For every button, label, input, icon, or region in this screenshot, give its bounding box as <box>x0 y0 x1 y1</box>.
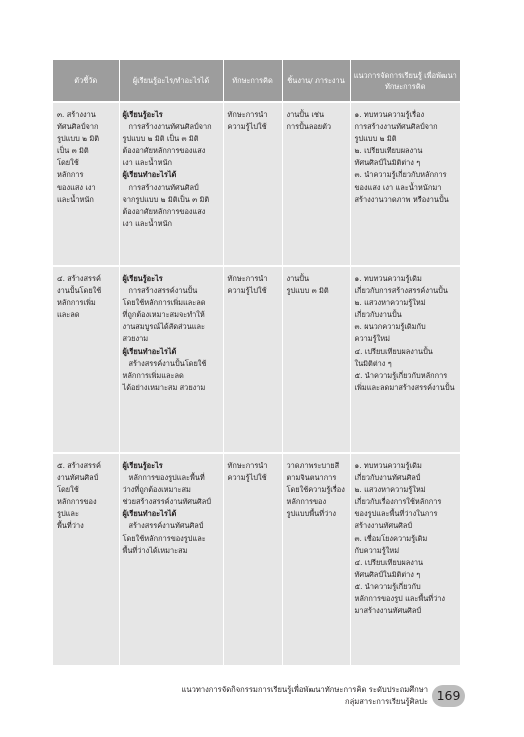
approach-cell-line: ความรู้ใหม่ <box>354 334 390 344</box>
indicator-cell-line: รูปแบบ ๒ มิติ <box>57 134 100 144</box>
can-do-text-line: ได้อย่างเหมาะสม สวยงาม <box>122 382 206 392</box>
approach-cell <box>350 102 460 266</box>
can-do-text-line: หลักการเพิ่มและลด <box>122 370 184 380</box>
learn-what-text-line: การสร้างงานทัศนศิลป์จาก <box>128 122 212 132</box>
learn-what-text-line: ว่างที่ถูกต้องเหมาะสม <box>122 485 191 495</box>
can-do-heading: ผู้เรียนทำอะไรได้ <box>122 170 177 180</box>
indicator-cell-line: ๓. สร้างงาน <box>57 110 96 119</box>
approach-cell-line: รูปแบบ ๒ มิติ <box>354 134 397 144</box>
approach-cell-line: เพิ่มและลดมาสร้างสรรค์งานปั้น <box>354 382 455 392</box>
approach-cell-line: ๕. นำความรู้เกี่ยวกับ <box>354 581 421 591</box>
approach-cell-line: สร้างงานวาดภาพ หรืองานปั้น <box>354 194 449 204</box>
work-cell-line: การปั้นลอยตัว <box>286 122 332 132</box>
approach-cell-line: เกี่ยวกับงานปั้น <box>354 310 402 320</box>
approach-cell-line: ของแสง เงา และน้ำหนักมา <box>354 182 442 192</box>
indicator-cell-line: ทัศนศิลป์จาก <box>57 122 99 132</box>
approach-cell-line: ของรูปและพื้นที่ว่างในการ <box>354 509 438 519</box>
can-do-text-line: ต้องอาศัยหลักการของแสง <box>122 206 206 216</box>
footer-book-title: แนวทางการจัดกิจกรรมการเรียนรู้เพื่อพัฒนาทักษะการคิด ระดับประถมศึกษา <box>181 685 428 694</box>
approach-cell-line: ๒. เปรียบเทียบผลงาน <box>354 146 423 156</box>
skill-cell <box>223 266 282 453</box>
learn-what-heading: ผู้เรียนรู้อะไร <box>122 461 163 470</box>
learning-cell <box>119 102 223 266</box>
can-do-text-line: โดยใช้หลักการของรูปและ <box>122 533 206 543</box>
indicator-cell-line: หลักการของ <box>57 497 97 507</box>
work-cell <box>282 453 350 665</box>
learn-what-text-line: ที่ถูกต้องเหมาะสมจะทำให้ <box>122 310 205 320</box>
skill-cell-line: ความรู้ไปใช้ <box>227 122 267 132</box>
learn-what-text-line: สวยงาม <box>122 334 149 344</box>
work-cell-line: วาดภาพระบายสี <box>286 461 340 470</box>
can-do-text-line: สร้างสรรค์งานทัศนศิลป์ <box>128 521 204 531</box>
work-cell-line: งานปั้น เช่น <box>286 110 324 119</box>
learn-what-text-line: ต้องอาศัยหลักการของแสง <box>122 146 206 156</box>
table-row <box>53 453 460 665</box>
can-do-text-line: จากรูปแบบ ๒ มิติเป็น ๓ มิติ <box>122 194 210 204</box>
approach-cell-line: เกี่ยวกับงานทัศนศิลป์ <box>354 473 421 483</box>
skill-cell-line: ความรู้ไปใช้ <box>227 286 267 296</box>
skill-cell-line: ความรู้ไปใช้ <box>227 473 267 483</box>
work-cell-line: หลักการของ <box>286 497 327 507</box>
can-do-text-line: สร้างสรรค์งานปั้นโดยใช้ <box>128 358 207 368</box>
table-header-row <box>53 60 460 102</box>
table-body <box>53 102 460 665</box>
skill-cell <box>223 102 282 266</box>
indicator-cell <box>53 102 119 266</box>
indicator-cell-line: พื้นที่ว่าง <box>57 521 84 531</box>
learn-what-heading: ผู้เรียนรู้อะไร <box>122 110 163 119</box>
learn-what-heading: ผู้เรียนรู้อะไร <box>122 274 163 283</box>
indicator-cell-line: และน้ำหนัก <box>57 194 94 204</box>
indicator-cell <box>53 453 119 665</box>
indicator-cell-line: งานทัศนศิลป์ <box>57 473 99 483</box>
approach-cell-line: ๓. เชื่อมโยงความรู้เดิม <box>354 533 428 543</box>
approach-cell-line: ๔. เปรียบเทียบผลงานปั้น <box>354 346 433 356</box>
approach-cell-line: ๓. ผนวกความรู้เดิมกับ <box>354 322 426 332</box>
approach-cell <box>350 453 460 665</box>
approach-cell <box>350 266 460 453</box>
approach-cell-line: ๕. นำความรู้เกี่ยวกับหลักการ <box>354 370 448 380</box>
learn-what-text-line: การสร้างสรรค์งานปั้น <box>128 286 198 296</box>
indicator-cell <box>53 266 119 453</box>
indicator-cell-line: โดยใช้ <box>57 485 79 495</box>
approach-cell-line: ๑. ทบทวนความรู้เรื่อง <box>354 110 425 119</box>
approach-cell-line: หลักการของรูป และพื้นที่ว่าง <box>354 594 446 604</box>
can-do-text-line: การสร้างงานทัศนศิลป์ <box>128 182 199 192</box>
indicator-cell-line: ๔. สร้างสรรค์ <box>57 274 101 283</box>
learning-cell <box>119 453 223 665</box>
work-cell <box>282 102 350 266</box>
indicator-cell-line: และลด <box>57 310 80 320</box>
footer-subject: กลุ่มสาระการเรียนรู้ศิลปะ <box>344 697 428 706</box>
approach-cell-line: เกี่ยวกับเรื่องการใช้หลักการ <box>354 497 442 507</box>
indicator-cell-line: เป็น ๓ มิติ <box>57 146 89 156</box>
approach-cell-line: ๒. แสวงหาความรู้ใหม่ <box>354 485 426 495</box>
approach-cell-line: การสร้างงานทัศนศิลป์จาก <box>354 122 438 132</box>
work-cell <box>282 266 350 453</box>
can-do-heading: ผู้เรียนทำอะไรได้ <box>122 509 177 519</box>
work-cell-line: ตามจินตนาการ <box>286 473 337 483</box>
header-approach: แนวการจัดการเรียนรู้ เพื่อพัฒนาทักษะการคิด <box>350 60 460 102</box>
skill-cell-line: ทักษะการนำ <box>227 461 268 470</box>
indicator-cell-line: โดยใช้ <box>57 158 79 168</box>
header-work: ชิ้นงาน/ ภาระงาน <box>282 60 350 102</box>
learning-cell <box>119 266 223 453</box>
approach-cell-line: ทัศนศิลป์ในมิติต่าง ๆ <box>354 158 421 168</box>
work-cell-line: งานปั้น <box>286 274 310 283</box>
indicator-cell-line: ๕. สร้างสรรค์ <box>57 461 101 470</box>
learn-what-text-line: ช่วยสร้างสรรค์งานทัศนศิลป์ <box>122 497 211 507</box>
indicator-cell-line: หลักการ <box>57 170 84 180</box>
skill-cell-line: ทักษะการนำ <box>227 110 268 119</box>
approach-cell-line: ในมิติต่าง ๆ <box>354 358 392 368</box>
can-do-text-line: พื้นที่ว่างได้เหมาะสม <box>122 545 188 555</box>
table-row <box>53 102 460 266</box>
approach-cell-line: ๑. ทบทวนความรู้เดิม <box>354 274 422 283</box>
indicator-cell-line: ของแสง เงา <box>57 182 96 192</box>
approach-cell-line: ทัศนศิลป์ในมิติต่าง ๆ <box>354 569 421 579</box>
indicator-cell-line: หลักการเพิ่ม <box>57 298 96 308</box>
learn-what-text-line: เงา และน้ำหนัก <box>122 158 172 168</box>
approach-cell-line: ๓. นำความรู้เกี่ยวกับหลักการ <box>354 170 447 180</box>
approach-cell-line: ๔. เปรียบเทียบผลงาน <box>354 557 424 567</box>
can-do-text-line: เงา และน้ำหนัก <box>122 218 172 228</box>
approach-cell-line: กับความรู้ใหม่ <box>354 545 400 555</box>
approach-cell-line: สร้างงานทัศนศิลป์ <box>354 521 413 531</box>
footer <box>181 684 428 708</box>
curriculum-table <box>53 60 460 665</box>
approach-cell-line: ๒. แสวงหาความรู้ใหม่ <box>354 298 426 308</box>
table-row <box>53 266 460 453</box>
header-thinking-skill: ทักษะการคิด <box>223 60 282 102</box>
page-number: 169 <box>432 685 465 707</box>
learn-what-text-line: โดยใช้หลักการเพิ่มและลด <box>122 298 206 308</box>
learn-what-text-line: รูปแบบ ๒ มิติ เป็น ๓ มิติ <box>122 134 199 144</box>
approach-cell-line: มาสร้างงานทัศนศิลป์ <box>354 606 422 616</box>
header-indicator: ตัวชี้วัด <box>53 60 119 102</box>
indicator-cell-line: รูปและ <box>57 509 79 519</box>
approach-cell-line: ๑. ทบทวนความรู้เดิม <box>354 461 422 470</box>
approach-cell-line: เกี่ยวกับการสร้างสรรค์งานปั้น <box>354 286 448 296</box>
work-cell-line: โดยใช้ความรู้เรื่อง <box>286 485 345 495</box>
work-cell-line: รูปแบบ ๓ มิติ <box>286 286 329 296</box>
learn-what-text-line: หลักการของรูปและพื้นที่ <box>128 473 205 483</box>
indicator-cell-line: งานปั้นโดยใช้ <box>57 286 102 296</box>
header-learning: ผู้เรียนรู้อะไร/ทำอะไรได้ <box>119 60 223 102</box>
skill-cell <box>223 453 282 665</box>
can-do-heading: ผู้เรียนทำอะไรได้ <box>122 346 177 356</box>
work-cell-line: รูปแบบพื้นที่ว่าง <box>286 509 337 519</box>
skill-cell-line: ทักษะการนำ <box>227 274 268 283</box>
learn-what-text-line: งานสมบูรณ์ได้สัดส่วนและ <box>122 322 206 332</box>
